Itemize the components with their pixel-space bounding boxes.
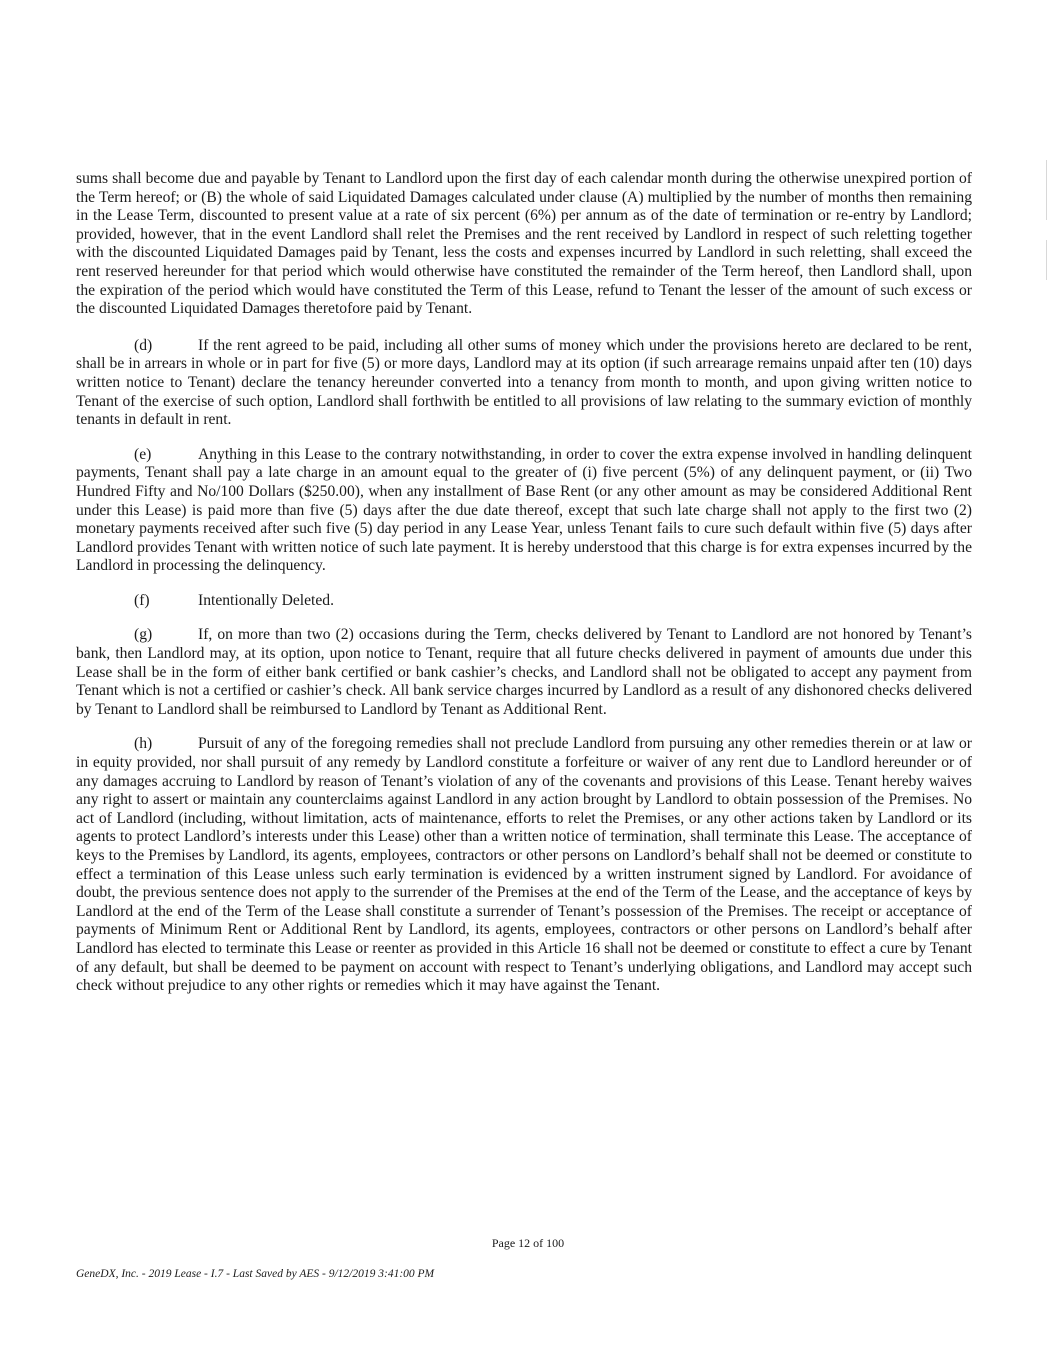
clause-e (76, 446, 972, 576)
clause-label: (f) (134, 591, 150, 609)
clause-label: (e) (134, 445, 152, 463)
intro-paragraph: sums shall become due and payable by Tenant to Landlord upon the first day of each calendar month during the otherwise unexpired portion of the Term hereof; or (B) the whole of said Liquidated Damages calculated under clause (A) multiplied by the number of months then remaining in the Lease Term, discounted to present value at a rate of six percent (6%) per annum as of the date of termination or re-entry by Landlord; provided, however, that in the event Landlord shall relet the Premises and the rent received by Landlord in respect of such reletting together with the discounted Liquidated Damages paid by Tenant, less the costs and expenses incurred by Landlord in such reletting, shall exceed the rent reserved hereunder for that period which would otherwise have constituted the remainder of the Term hereof, then Landlord shall, upon the expiration of the period which would have constituted the Term of this Lease, refund to Tenant the lesser of the amount of such excess or the discounted Liquidated Damages theretofore paid by Tenant. (76, 170, 972, 318)
clause-f (76, 592, 972, 611)
clause-text: Anything in this Lease to the contrary notwithstanding, in order to cover the extra expense involved in handling delinquent payments, Tenant shall pay a late charge in an amount equal to the greater of (i) five percent (5%) of any delinquent payment, or (ii) Two Hundred Fifty and No/100 Dollars ($250.00), when any installment of Base Rent (or any other amount as may be considered Additional Rent under this Lease) is paid more than five (5) days after the due date thereof, except that such late charge shall not apply to the first two (2) monetary payments received after such five (5) day period in any Lease Year, unless Tenant fails to cure such default within five (5) days after Landlord provides Tenant with written notice of such late payment. It is hereby understood that this charge is for extra expenses incurred by the Landlord in processing the delinquency. (76, 445, 972, 575)
scan-margin-mark (1046, 160, 1047, 220)
clause-text: Pursuit of any of the foregoing remedies shall not preclude Landlord from pursuing any other remedies therein or at law or in equity provided, nor shall pursuit of any remedy by Landlord constitute a forfeiture or waiver of any rent due to Landlord hereunder or of any damages accruing to Landlord by reason of Tenant’s violation of any of the covenants and provisions of this Lease. Tenant hereby waives any right to assert or maintain any counterclaims against Landlord in any action brought by Landlord to obtain possession of the Premises. No act of Landlord (including, without limitation, acts of maintenance, efforts to relet the Premises, or any other actions taken by Landlord or its agents to protect Landlord’s interests under this Lease) other than a written notice of termination, shall terminate this Lease. The acceptance of keys to the Premises by Landlord, its agents, employees, contractors or other persons on Landlord’s behalf shall not be deemed or constitute to effect a termination of this Lease unless such early termination is evidenced by a written instrument signed by Landlord. For avoidance of doubt, the previous sentence does not apply to the surrender of the Premises at the end of the Term of the Lease, and the acceptance of keys by Landlord at the end of the Term of the Lease shall constitute a surrender of Tenant’s possession of the Premises. The receipt or acceptance of payments of Minimum Rent or Additional Rent by Landlord, its agents, employees, contractors or other persons on Landlord’s behalf after Landlord has elected to terminate this Lease or reenter as provided in this Article 16 shall not be deemed or constitute to effect a cure by Tenant of any default, but shall be deemed to be payment on account with respect to Tenant’s underlying obligations, and Landlord may accept such check without prejudice to any other rights or remedies which it may have against the Tenant. (76, 735, 972, 995)
clause-text: If, on more than two (2) occasions during the Term, checks delivered by Tenant to Landlord are not honored by Tenant’s bank, then Landlord may, at its option, upon notice to Tenant, require that all future checks delivered in payment of amounts due under this Lease shall be in the form of either bank certified or bank cashier’s checks, and Landlord shall not be obligated to accept any payment from Tenant which is not a certified or cashier’s check. All bank service charges incurred by Landlord as a result of any dishonored checks delivered by Tenant to Landlord shall be reimbursed to Landlord by Tenant as Additional Rent. (76, 626, 972, 718)
scan-margin-mark (1046, 240, 1047, 280)
clause-text: Intentionally Deleted. (198, 591, 334, 609)
document-body (76, 170, 972, 1012)
clause-h (76, 735, 972, 995)
clause-label: (g) (134, 626, 153, 644)
clause-d (76, 337, 972, 430)
clause-text: If the rent agreed to be paid, including all other sums of money which under the provisions hereto are declared to be rent, shall be in arrears in whole or in part for five (5) or more days, Landlord may at its option (if such arrearage remains unpaid after ten (10) days written notice to Tenant) declare the tenancy hereunder converted into a tenancy from month to month, and upon giving written notice to Tenant of the exercise of such option, Landlord shall forthwith be entitled to all provisions of law relating to the summary eviction of monthly tenants in default in rent. (76, 336, 972, 429)
page-number: Page 12 of 100 (491, 1236, 565, 1250)
clause-label: (h) (134, 735, 153, 753)
document-footer: GeneDX, Inc. - 2019 Lease - I.7 - Last Saved by AES - 9/12/2019 3:41:00 PM (76, 1268, 435, 1280)
clause-g (76, 626, 972, 719)
clause-label: (d) (134, 336, 153, 354)
